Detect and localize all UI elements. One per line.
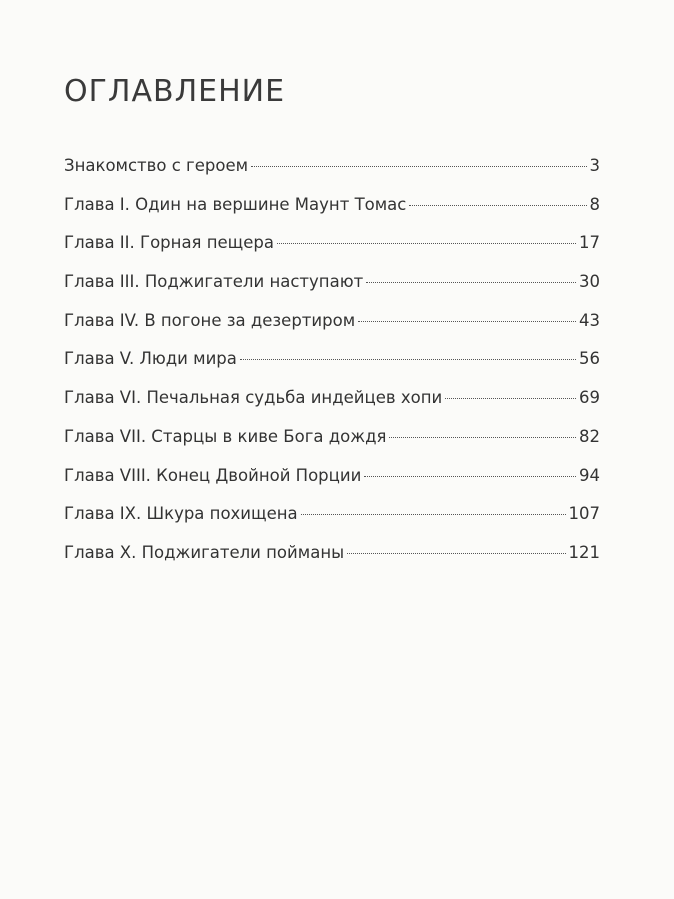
table-of-contents xyxy=(64,156,600,582)
toc-entry-page: 43 xyxy=(579,310,600,330)
toc-entry-title: Глава VIII. Конец Двойной Порции xyxy=(64,465,362,485)
dot-leader xyxy=(277,243,576,244)
dot-leader xyxy=(366,282,576,283)
dot-leader xyxy=(409,205,586,206)
dot-leader xyxy=(251,166,586,167)
toc-entry-title: Глава IX. Шкура похищена xyxy=(64,504,298,524)
toc-entry xyxy=(64,504,600,543)
toc-entry-title: Глава II. Горная пещера xyxy=(64,233,274,253)
toc-entry xyxy=(64,195,600,234)
toc-entry-title: Глава VI. Печальная судьба индейцев хопи xyxy=(64,388,443,408)
toc-entry-title: Глава III. Поджигатели наступают xyxy=(64,272,364,292)
toc-entry-title: Глава I. Один на вершине Маунт Томас xyxy=(64,194,407,214)
toc-entry-title: Глава VII. Старцы в киве Бога дождя xyxy=(64,426,387,446)
toc-entry xyxy=(64,233,600,272)
toc-entry xyxy=(64,272,600,311)
dot-leader xyxy=(445,398,576,399)
dot-leader xyxy=(389,437,576,438)
toc-entry-page: 107 xyxy=(568,504,600,524)
toc-entry-page: 30 xyxy=(579,272,600,292)
toc-entry xyxy=(64,543,600,582)
dot-leader xyxy=(358,321,576,322)
toc-entry xyxy=(64,388,600,427)
toc-entry-page: 94 xyxy=(579,465,600,485)
dot-leader xyxy=(347,553,565,554)
toc-entry-page: 8 xyxy=(589,194,600,214)
toc-entry-page: 17 xyxy=(579,233,600,253)
toc-entry-page: 82 xyxy=(579,426,600,446)
toc-entry-page: 121 xyxy=(568,542,600,562)
toc-entry-title: Глава X. Поджигатели пойманы xyxy=(64,542,345,562)
toc-entry xyxy=(64,349,600,388)
toc-entry-page: 69 xyxy=(579,388,600,408)
toc-entry xyxy=(64,466,600,505)
toc-entry xyxy=(64,156,600,195)
dot-leader xyxy=(301,514,566,515)
page-title: ОГЛАВЛЕНИЕ xyxy=(64,74,286,109)
toc-entry xyxy=(64,427,600,466)
toc-entry xyxy=(64,311,600,350)
toc-entry-page: 3 xyxy=(589,156,600,175)
dot-leader xyxy=(240,359,576,360)
dot-leader xyxy=(364,476,576,477)
toc-entry-title: Глава IV. В погоне за дезертиром xyxy=(64,310,356,330)
toc-entry-title: Знакомство с героем xyxy=(64,156,249,175)
toc-entry-page: 56 xyxy=(579,349,600,369)
toc-entry-title: Глава V. Люди мира xyxy=(64,349,237,369)
